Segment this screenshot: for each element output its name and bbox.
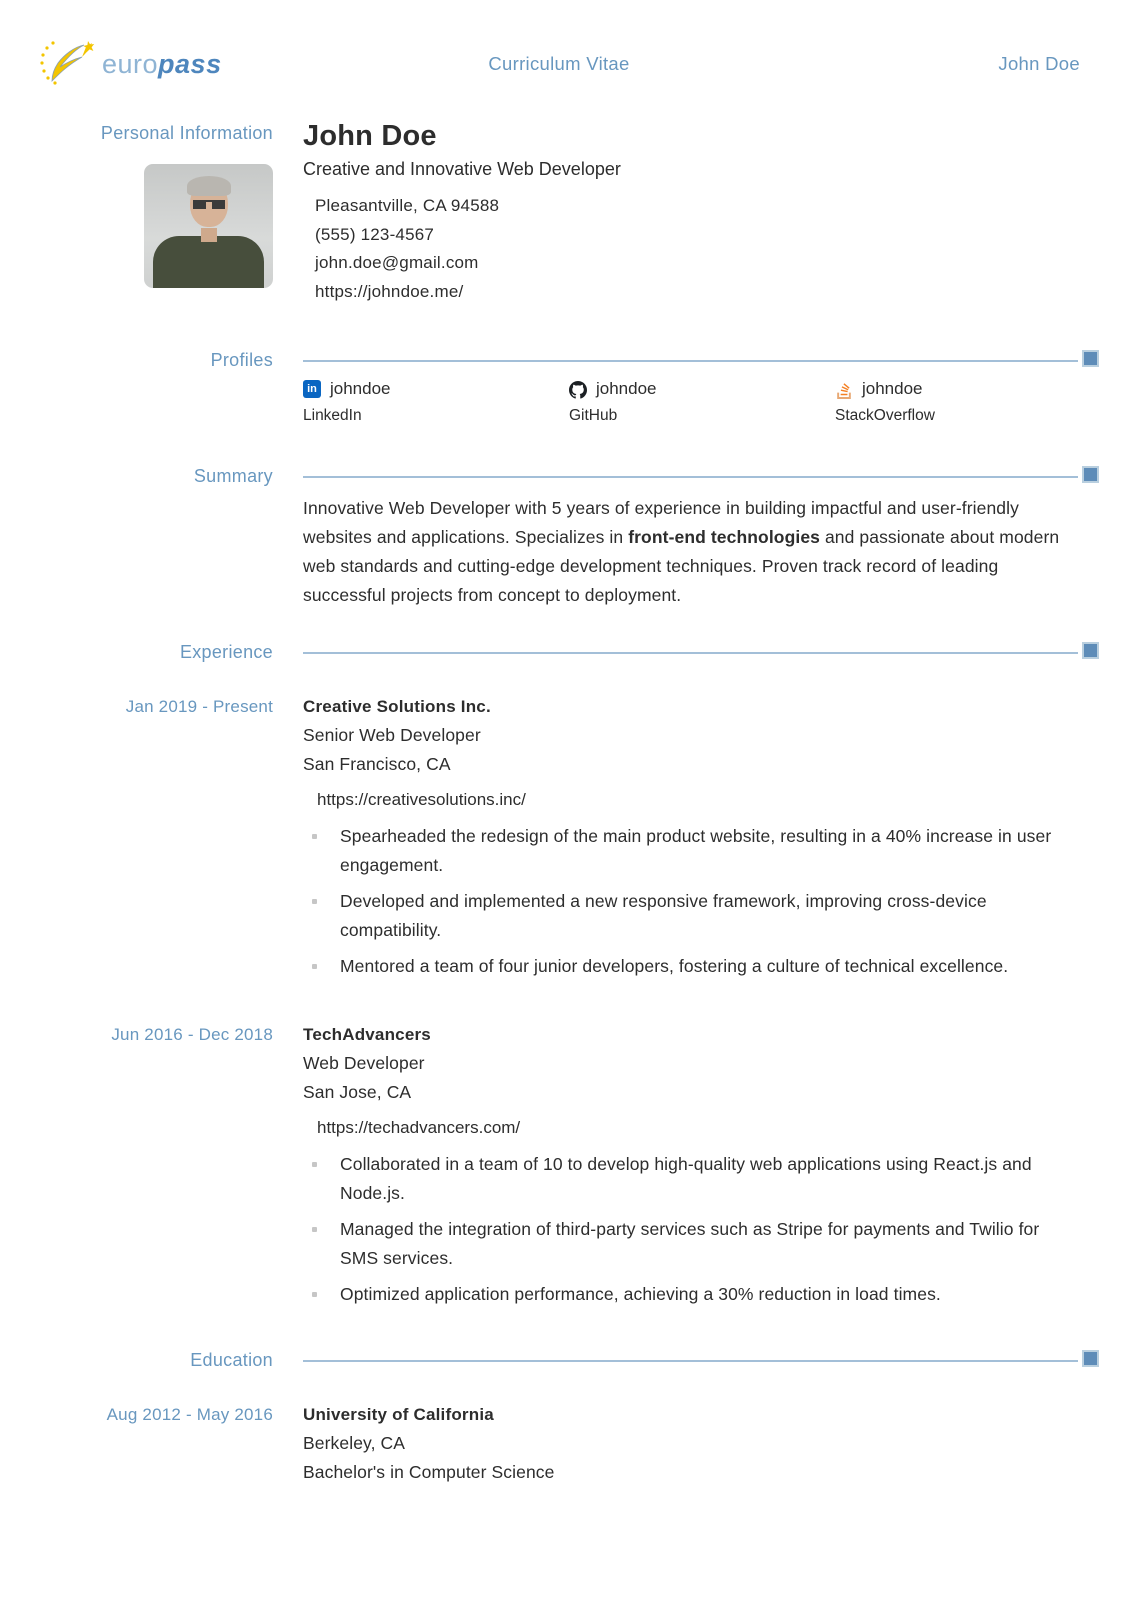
linkedin-icon: in bbox=[303, 380, 321, 398]
photo-neck bbox=[201, 228, 217, 242]
summary-text-after: and passionate about modern web standards and cutting-edge development techniques. Proven track record of leading successful projects from concept to deployment. bbox=[303, 527, 1060, 605]
experience-job-2 bbox=[0, 1020, 1133, 1316]
person-phone: (555) 123-4567 bbox=[315, 224, 435, 244]
github-username[interactable]: johndoe bbox=[596, 379, 657, 398]
job-2-bullet-2: Managed the integration of third-party services such as Stripe for payments and Twilio for SMS services. bbox=[340, 1219, 1040, 1268]
photo-hair bbox=[187, 176, 231, 196]
bullet-icon bbox=[303, 1215, 340, 1273]
section-rule bbox=[303, 347, 1078, 374]
photo-shirt bbox=[153, 236, 264, 288]
person-title: Creative and Innovative Web Developer bbox=[303, 159, 621, 179]
job-2-location: San Jose, CA bbox=[303, 1082, 412, 1102]
job-1-location: San Francisco, CA bbox=[303, 754, 451, 774]
bullet-item bbox=[303, 952, 1078, 981]
job-2-role: Web Developer bbox=[303, 1053, 425, 1073]
github-network-label: GitHub bbox=[569, 407, 618, 424]
logo-euro-text: euro bbox=[102, 48, 159, 79]
rule-end-square-icon bbox=[1082, 642, 1099, 659]
education-1-location: Berkeley, CA bbox=[303, 1433, 406, 1453]
job-2-bullet-1: Collaborated in a team of 10 to develop high-quality web applications using React.js and Node.js. bbox=[340, 1154, 1032, 1203]
profiles-section-header bbox=[0, 347, 1133, 374]
stackoverflow-username[interactable]: johndoe bbox=[862, 379, 923, 398]
profile-item-github bbox=[569, 375, 827, 427]
job-1-company: Creative Solutions Inc. bbox=[303, 697, 491, 716]
rule-end-square-icon bbox=[1082, 350, 1099, 367]
experience-label: Experience bbox=[179, 642, 273, 662]
logo-pass-text: pass bbox=[158, 48, 222, 79]
photo-glasses bbox=[193, 200, 225, 209]
github-icon bbox=[569, 380, 587, 398]
job-2-bullet-3: Optimized application performance, achieving a 30% reduction in load times. bbox=[340, 1284, 941, 1304]
experience-section-header bbox=[0, 639, 1133, 666]
summary-section bbox=[0, 490, 1133, 610]
person-email[interactable]: john.doe@gmail.com bbox=[315, 253, 479, 272]
bullet-icon bbox=[303, 952, 340, 981]
job-1-bullet-3: Mentored a team of four junior developers, fostering a culture of technical excellence. bbox=[340, 956, 1009, 976]
education-1-school: University of California bbox=[303, 1405, 494, 1424]
summary-text bbox=[303, 494, 1063, 610]
education-1-degree: Bachelor's in Computer Science bbox=[303, 1462, 555, 1482]
education-1-dates: Aug 2012 - May 2016 bbox=[106, 1405, 273, 1424]
personal-information-label: Personal Information bbox=[100, 123, 273, 143]
document-title: Curriculum Vitae bbox=[488, 53, 630, 74]
profiles-label: Profiles bbox=[210, 350, 273, 370]
europass-logo bbox=[38, 35, 278, 94]
stackoverflow-network-label: StackOverflow bbox=[835, 407, 935, 424]
person-address: Pleasantville, CA 94588 bbox=[315, 196, 500, 215]
education-label: Education bbox=[190, 1350, 273, 1370]
profile-item-stackoverflow bbox=[835, 375, 1093, 427]
rule-end-square-icon bbox=[1082, 466, 1099, 483]
personal-information-section bbox=[0, 120, 1133, 306]
summary-section-header bbox=[0, 463, 1133, 490]
bullet-item bbox=[303, 1215, 1078, 1273]
rule-end-square-icon bbox=[1082, 1350, 1099, 1367]
bullet-icon bbox=[303, 887, 340, 945]
education-section-header bbox=[0, 1347, 1133, 1374]
section-rule bbox=[303, 463, 1078, 490]
europass-logo-text bbox=[102, 49, 222, 80]
job-1-dates: Jan 2019 - Present bbox=[125, 697, 273, 716]
job-1-bullet-1: Spearheaded the redesign of the main product website, resulting in a 40% increase in user engagement. bbox=[340, 826, 1052, 875]
person-website[interactable]: https://johndoe.me/ bbox=[315, 281, 464, 301]
profile-photo bbox=[144, 164, 273, 288]
job-1-url[interactable]: https://creativesolutions.inc/ bbox=[317, 790, 526, 809]
profiles-section bbox=[0, 374, 1133, 427]
linkedin-username[interactable]: johndoe bbox=[330, 379, 391, 398]
bullet-item bbox=[303, 822, 1078, 880]
summary-text-bold: front-end technologies bbox=[628, 527, 820, 547]
person-name: John Doe bbox=[303, 120, 437, 152]
job-2-dates: Jun 2016 - Dec 2018 bbox=[111, 1025, 273, 1044]
section-rule bbox=[303, 639, 1078, 666]
bullet-item bbox=[303, 887, 1078, 945]
profile-item-linkedin bbox=[303, 375, 561, 427]
europass-logo-icon bbox=[38, 35, 100, 94]
top-header bbox=[0, 0, 1133, 92]
bullet-item bbox=[303, 1280, 1078, 1309]
experience-job-1 bbox=[0, 692, 1133, 988]
stackoverflow-icon bbox=[835, 380, 853, 398]
summary-text-before: Innovative Web Developer with 5 years of experience in building impactful and user-friendly websites and applications. Specializes in bbox=[303, 498, 1019, 547]
bullet-icon bbox=[303, 1150, 340, 1208]
job-1-bullet-2: Developed and implemented a new responsive framework, improving cross-device compatibility. bbox=[340, 891, 987, 940]
bullet-item bbox=[303, 1150, 1078, 1208]
bullet-icon bbox=[303, 822, 340, 880]
bullet-icon bbox=[303, 1280, 340, 1309]
job-1-role: Senior Web Developer bbox=[303, 725, 481, 745]
job-2-url[interactable]: https://techadvancers.com/ bbox=[317, 1118, 521, 1137]
education-item-1 bbox=[0, 1400, 1133, 1487]
summary-label: Summary bbox=[193, 466, 273, 486]
document-owner-name: John Doe bbox=[998, 53, 1080, 74]
job-2-company: TechAdvancers bbox=[303, 1025, 431, 1044]
linkedin-network-label: LinkedIn bbox=[303, 407, 362, 424]
section-rule bbox=[303, 1347, 1078, 1374]
